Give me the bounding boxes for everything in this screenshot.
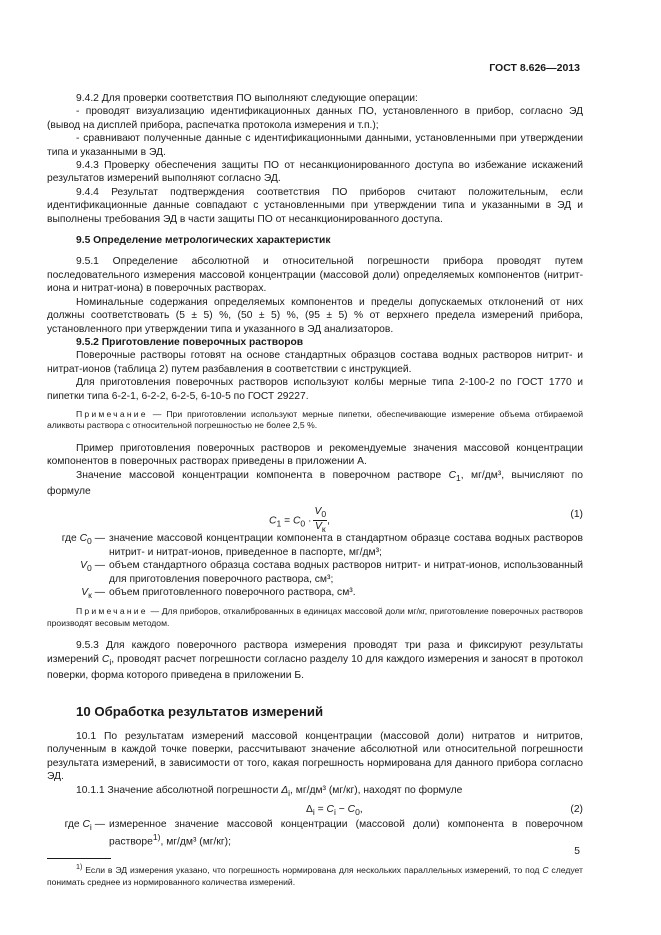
note-2 [47, 606, 583, 629]
paragraph-9-5-2-b: Для приготовления поверочных растворов используют колбы мерные типа 2-100-2 по ГОСТ 1770 и пипетки типа 6-2-1, 6-2-2, 6-2-5, 6-10-5 по ГОСТ 29227. [47, 377, 583, 402]
footnote-ref[interactable]: 1) [152, 832, 161, 843]
heading-9-5: 9.5 Определение метрологических характеристик [76, 235, 331, 247]
footnote-separator [47, 858, 111, 859]
note-1 [47, 409, 583, 432]
page-number: 5 [574, 846, 580, 857]
note-label: Примечание [76, 606, 148, 617]
paragraph-10-1: 10.1 По результатам измерений массовой концентрации (массовой доли) нитратов и нитритов, полученным в каждой точке поверки, рассчитывают значение абсолютной или относительной погрешности результата измерений, в зависимости от того, какая погрешность нормирована для данного прибора согласно ЭД. [47, 730, 583, 783]
paragraph-9-5-3: 9.5.3 Для каждого поверочного раствора измерения проводят три раза и фиксируют результаты измерений $C_i$, проводят расчет погрешности согласно разделу 10 для каждого измерения и заносят в протокол поверки, форма которого приведена в приложении Б. [47, 640, 583, 682]
paragraph-10-1-1: 10.1.1 Значение абсолютной погрешности $\Delta_i$, мг/дм³ (мг/кг), находят по формуле [76, 784, 463, 798]
formula-1: $C_1 = C_0$ · $\frac{V_0}{V_к}$ , (1) [269, 506, 583, 535]
note-2-text: — Для приборов, откалиброванных в единицах массовой доли мг/кг, приготовление поверочных растворов производят весовым методом. [47, 606, 583, 628]
paragraph-9-4-4: 9.4.4 Результат подтверждения соответствия ПО приборов считают положительным, если идентификационные данные совпадают с установленными при утверждении типа и указанными в ЭД и выполнены требования ЭД в части защиты ПО от несанкционированного доступа. [47, 186, 583, 225]
note-1-text: — При приготовлении используют мерные пипетки, обеспечивающие измерение объема отбираемой аликвоты раствора с относительной погрешностью не более 2,5 %. [47, 408, 583, 431]
paragraph-9-4-3: 9.4.3 Проверку обеспечения защиты ПО от несанкционированного доступа во избежание искажений результатов измерений выполняют согласно ЭД. [47, 160, 583, 185]
paragraph-9-4-2-item-1: - проводят визуализацию идентификационных данных ПО, установленного в прибор, согласно ЭД (вывод на дисплей прибора, распечатка протокола измерения и т.п.); [47, 106, 583, 131]
paragraph-9-4-2-item-2: - сравнивают полученные данные с идентификационными данными, установленными при утверждении типа и указанными в ЭД. [47, 133, 583, 158]
paragraph-9-5-2-c: Пример приготовления поверочных растворов и рекомендуемые значения массовой концентрации компонентов в поверочных растворах приведены в приложении А. [47, 442, 583, 468]
heading-section-10: 10 Обработка результатов измерений [76, 703, 324, 719]
formula-2: $\Delta_i = C_i - C_0$, (2) [306, 804, 583, 818]
where-vk: $V_к$ — объем приготовленного поверочного раствора, см³. [81, 587, 356, 601]
where-c0: где $C_0$ — значение массовой концентрации компонента в стандартном образце состава водных растворов нитрит- и нитрат-ионов, приведенное в паспорте, мг/дм³; [61, 533, 583, 558]
standard-designation: ГОСТ 8.626—2013 [489, 62, 580, 74]
formula-number: (1) [570, 509, 583, 521]
paragraph-9-5-1-b: Номинальные содержания определяемых компонентов и пределы допускаемых отклонений от них должны соответствовать (5 ± 5) %, (50 ± 5) %, (95 ± 5) % от верхнего предела измерений прибора, установленного при утверждении типа и указанного в ЭД анализаторов. [47, 296, 583, 335]
note-label: Примечание [76, 408, 148, 419]
where-ci: где $C_i$ — измеренное значение массовой концентрации (массовой доли) компонента в поверочном растворе$^{1)}$, мг/дм³ (мг/кг); [64, 819, 583, 848]
paragraph-9-5-2-d: Значение массовой концентрации компонента в поверочном растворе $C_1$, мг/дм³, вычисляют по формуле [47, 469, 583, 498]
fraction: $\frac{V_0}{V_к}$ [314, 506, 327, 535]
paragraph-9-4-2: 9.4.2 Для проверки соответствия ПО выполняют следующие операции: [76, 93, 418, 104]
formula-number: (2) [570, 804, 583, 816]
var-c: C [448, 469, 457, 481]
where-v0: $V_0$ — объем стандартного образца состава водных растворов нитрит- и нитрат-ионов, использованный для приготовления поверочного раствора, см³; [80, 560, 583, 585]
page-content [47, 92, 583, 888]
paragraph-9-5-2-a: Поверочные растворы готовят на основе стандартных образцов состава водных растворов нитрит- и нитрат-ионов (таблица 2) путем разбавления в соответствии с инструкцией. [47, 350, 583, 375]
paragraph-9-5-1: 9.5.1 Определение абсолютной и относительной погрешности прибора проводят путем последовательного измерения массовой концентрации (массовой доли) определяемых компонентов (нитрит-иона и нитрат-иона) в поверочных растворах. [47, 256, 583, 295]
footnote: $^{1)}$ Если в ЭД измерения указано, что погрешность нормирована для нескольких параллельных измерений, то под C следует понимать среднее из нормированного количества измерений. [47, 863, 583, 887]
heading-9-5-2: 9.5.2 Приготовление поверочных растворов [76, 336, 304, 348]
